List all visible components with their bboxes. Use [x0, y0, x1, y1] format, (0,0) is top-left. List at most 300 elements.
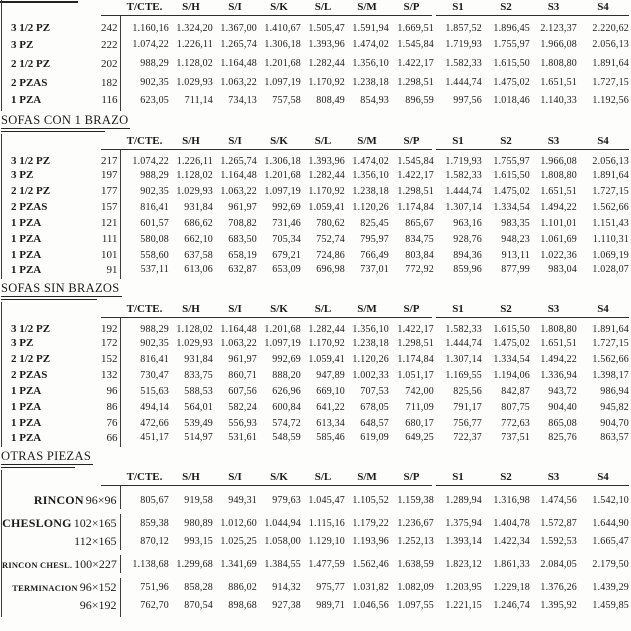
column-header: S1	[452, 471, 464, 483]
price-cell: 1.192,56	[592, 94, 629, 106]
price-cell: 585,46	[316, 432, 345, 443]
price-cell: 870,54	[184, 599, 213, 611]
header-spacer	[2, 470, 120, 486]
price-cell: 1.727,15	[592, 185, 629, 197]
price-cell: 1.097,55	[397, 599, 434, 611]
column-header: S/H	[182, 471, 200, 483]
price-cell: 757,58	[272, 94, 301, 106]
price-cell: 1.298,51	[397, 337, 434, 349]
price-cell: 1.545,84	[397, 155, 434, 167]
table-row	[2, 16, 629, 35]
row-label: 3 PZ	[11, 38, 34, 51]
price-cell: 1.494,22	[540, 201, 577, 213]
column-header: S/M	[357, 135, 377, 147]
price-cell: 1.505,47	[308, 22, 345, 34]
table-row	[2, 231, 629, 247]
price-cell: 1.097,19	[264, 77, 301, 88]
row-label: 3 1/2 PZ	[11, 155, 51, 167]
price-cell: 1.444,74	[445, 77, 482, 88]
row-size: 101	[101, 249, 118, 261]
price-cell: 1.031,82	[352, 581, 389, 593]
price-cell: 931,84	[184, 353, 213, 365]
price-cell: 1.891,64	[592, 169, 629, 181]
row-name: RINCON CHESL.	[2, 560, 73, 570]
price-cell: 1.101,01	[540, 217, 577, 229]
price-cell: 734,13	[228, 94, 257, 106]
price-cell: 1.164,48	[220, 58, 257, 69]
column-header: S/L	[314, 303, 332, 315]
column-header: S/P	[403, 471, 420, 483]
price-cell: 1.367,00	[220, 22, 257, 34]
price-table-sofas-con-1-brazo	[1, 134, 631, 279]
row-size: 192	[101, 323, 118, 335]
price-cell: 1.045,47	[308, 494, 345, 506]
header-spacer	[2, 302, 120, 318]
price-cell: 943,72	[548, 385, 577, 397]
price-cell: 680,17	[405, 417, 434, 429]
price-cell: 626,96	[272, 385, 301, 397]
row-dimension: 102×165	[73, 516, 117, 530]
header-rule-right	[436, 149, 629, 150]
price-cell: 945,82	[600, 401, 629, 413]
price-cell: 1.334,54	[493, 201, 530, 213]
price-cell: 1.299,68	[176, 558, 213, 570]
price-cell: 858,28	[184, 581, 213, 593]
column-header-row	[2, 134, 629, 150]
price-table	[2, 134, 629, 279]
price-cell: 1.028,07	[592, 264, 629, 275]
price-cell: 1.966,08	[540, 39, 577, 50]
price-cell: 531,61	[228, 432, 257, 443]
price-cell: 1.029,93	[176, 185, 213, 197]
row-label-cell	[2, 555, 120, 573]
price-cell: 696,98	[316, 264, 345, 275]
price-cell: 2.220,62	[592, 22, 629, 34]
price-cell: 1.151,43	[592, 217, 629, 229]
price-cell: 1.074,22	[120, 150, 169, 167]
price-cell: 894,36	[453, 249, 482, 261]
column-header: S/P	[403, 1, 420, 13]
column-header: T/CTE.	[126, 135, 163, 147]
column-header: S/P	[403, 303, 420, 315]
row-label: 2 PZAS	[11, 369, 48, 381]
price-cell: 1.475,02	[493, 185, 530, 197]
price-cell: 1.651,51	[540, 77, 577, 88]
price-cell: 637,58	[184, 249, 213, 261]
row-label-cell	[2, 486, 120, 509]
price-cell: 961,97	[228, 201, 257, 213]
price-cell: 600,84	[272, 401, 301, 413]
price-cell: 961,97	[228, 353, 257, 365]
column-header: S/M	[357, 471, 377, 483]
section-title-underline	[1, 128, 130, 129]
price-cell: 722,37	[453, 432, 482, 443]
price-cell: 678,05	[360, 401, 389, 413]
price-cell: 574,72	[272, 417, 301, 429]
column-header: S/I	[228, 1, 242, 13]
header-spacer	[2, 134, 120, 150]
price-cell: 1.265,74	[220, 39, 257, 50]
price-cell: 580,08	[120, 231, 169, 247]
price-cell: 1.727,15	[592, 77, 629, 88]
price-cell: 705,34	[272, 233, 301, 245]
price-cell: 975,77	[316, 581, 345, 593]
price-cell: 1.160,16	[120, 16, 169, 35]
price-cell: 1.474,02	[352, 39, 389, 50]
row-size: 197	[101, 169, 118, 181]
row-dimension: 96×96	[85, 493, 117, 507]
price-cell: 1.201,68	[264, 169, 301, 181]
price-cell: 919,58	[184, 494, 213, 506]
price-cell: 859,38	[120, 514, 169, 532]
column-header: S3	[547, 135, 560, 147]
row-size: 96	[106, 385, 118, 397]
row-label: 3 PZ	[11, 337, 34, 349]
row-size: 182	[101, 76, 118, 89]
price-cell: 1.105,52	[352, 494, 389, 506]
price-cell: 992,69	[272, 353, 301, 365]
table-row	[2, 351, 629, 367]
price-cell: 751,96	[120, 578, 169, 596]
price-cell: 983,35	[501, 217, 530, 229]
price-cell: 648,57	[360, 417, 389, 429]
price-cell: 619,09	[360, 432, 389, 443]
price-cell: 947,89	[316, 369, 345, 381]
price-cell: 724,86	[316, 249, 345, 261]
price-cell: 564,01	[184, 401, 213, 413]
price-cell: 986,94	[600, 385, 629, 397]
price-cell: 1.069,19	[592, 249, 629, 261]
price-cell: 772,63	[501, 417, 530, 429]
table-row	[2, 532, 629, 550]
table-row	[2, 215, 629, 231]
row-label: 1 PZA	[11, 263, 42, 276]
price-cell: 1.063,22	[220, 337, 257, 349]
price-cell: 904,40	[548, 401, 577, 413]
price-cell: 1.128,02	[176, 323, 213, 335]
header-rule-right	[436, 317, 629, 318]
price-cell: 1.059,41	[308, 201, 345, 213]
column-header: S/L	[314, 135, 332, 147]
price-cell: 1.298,51	[397, 77, 434, 88]
price-cell: 2.056,13	[592, 39, 629, 50]
column-header-row	[2, 470, 629, 486]
column-header: T/CTE.	[126, 471, 163, 483]
price-cell: 1.169,55	[445, 369, 482, 381]
price-cell: 1.298,51	[397, 185, 434, 197]
price-cell: 1.074,22	[120, 35, 169, 54]
price-cell: 711,09	[405, 401, 434, 413]
price-cell: 1.282,44	[308, 58, 345, 69]
price-cell: 582,24	[228, 401, 257, 413]
row-label-cell	[2, 514, 120, 532]
section-title-underline	[1, 464, 93, 465]
row-size: 202	[101, 57, 118, 70]
price-cell: 1.252,13	[397, 535, 434, 547]
price-cell: 1.097,19	[264, 185, 301, 197]
column-header: S/K	[270, 1, 288, 13]
section-title-text: OTRAS PIEZAS	[1, 449, 92, 463]
row-size: 116	[101, 94, 118, 106]
price-cell: 1.665,47	[592, 535, 629, 547]
price-cell: 737,01	[360, 264, 389, 275]
price-cell: 805,67	[120, 486, 169, 509]
section-title	[0, 281, 122, 300]
section-title	[0, 113, 130, 132]
price-cell: 451,17	[120, 431, 169, 447]
price-cell: 1.896,45	[493, 22, 530, 34]
price-cell: 756,77	[453, 417, 482, 429]
price-cell: 1.808,80	[540, 58, 577, 69]
price-cell: 992,69	[272, 201, 301, 213]
price-cell: 2.179,50	[592, 558, 629, 570]
column-header: S/H	[182, 1, 200, 13]
price-cell: 1.306,18	[264, 39, 301, 50]
price-cell: 1.307,14	[445, 353, 482, 365]
price-cell: 1.422,17	[397, 169, 434, 181]
price-cell: 1.236,67	[397, 517, 434, 529]
header-rule-left	[101, 149, 432, 150]
column-header: S/L	[314, 471, 332, 483]
price-cell: 1.891,64	[592, 323, 629, 335]
price-cell: 780,62	[316, 217, 345, 229]
row-dimension: 100×227	[74, 557, 117, 571]
price-cell: 649,25	[405, 432, 434, 443]
header-rule-left	[101, 317, 432, 318]
price-cell: 1.582,33	[445, 323, 482, 335]
price-cell: 1.029,93	[176, 337, 213, 349]
price-cell: 2.056,13	[592, 155, 629, 167]
row-label: 2 1/2 PZ	[11, 185, 51, 197]
column-header: S/H	[182, 303, 200, 315]
column-header: S2	[500, 135, 512, 147]
price-cell: 653,09	[272, 264, 301, 275]
price-cell: 1.393,96	[308, 39, 345, 50]
price-cell: 1.439,29	[592, 581, 629, 593]
price-cell: 679,21	[272, 249, 301, 261]
price-cell: 472,66	[120, 415, 169, 431]
price-cell: 1.203,95	[445, 581, 482, 593]
price-cell: 613,34	[316, 417, 345, 429]
column-header: T/CTE.	[126, 1, 163, 13]
table-row	[2, 431, 629, 447]
price-cell: 1.238,18	[352, 185, 389, 197]
price-cell: 1.128,02	[176, 169, 213, 181]
price-cell: 1.238,18	[352, 77, 389, 88]
price-cell: 1.046,56	[352, 599, 389, 611]
table-row	[2, 318, 629, 335]
price-cell: 993,15	[184, 535, 213, 547]
row-label: 2 1/2 PZ	[11, 57, 51, 70]
price-cell: 1.857,52	[445, 22, 482, 34]
price-cell: 1.174,84	[397, 353, 434, 365]
price-cell: 825,56	[453, 385, 482, 397]
price-cell: 877,99	[501, 264, 530, 275]
column-header: S3	[547, 471, 560, 483]
price-cell: 558,60	[120, 247, 169, 263]
price-cell: 1.615,50	[493, 169, 530, 181]
row-size: 66	[106, 431, 118, 444]
price-cell: 1.719,93	[445, 39, 482, 50]
price-cell: 1.164,48	[220, 323, 257, 335]
price-cell: 1.755,97	[493, 39, 530, 50]
price-cell: 1.115,16	[308, 517, 345, 529]
price-cell: 556,93	[228, 417, 257, 429]
price-cell: 949,31	[228, 494, 257, 506]
price-cell: 1.644,90	[592, 517, 629, 529]
price-cell: 1.542,10	[592, 494, 629, 506]
price-cell: 1.474,02	[352, 155, 389, 167]
row-label: 1 PZA	[11, 431, 42, 444]
row-size: 86	[106, 401, 118, 413]
price-cell: 1.174,84	[397, 201, 434, 213]
table-row	[2, 35, 629, 54]
price-cell: 860,71	[228, 369, 257, 381]
price-cell: 737,51	[501, 432, 530, 443]
price-cell: 807,75	[501, 401, 530, 413]
price-cell: 1.562,46	[352, 558, 389, 570]
price-cell: 1.179,22	[352, 517, 389, 529]
header-rule-right	[436, 485, 629, 486]
price-cell: 928,76	[453, 233, 482, 245]
price-cell: 1.615,50	[493, 58, 530, 69]
column-header-row	[2, 302, 629, 318]
price-cell: 870,12	[120, 532, 169, 550]
price-cell: 752,74	[316, 233, 345, 245]
column-header: S/K	[270, 135, 288, 147]
header-spacer	[2, 0, 120, 16]
price-cell: 997,56	[453, 94, 482, 106]
price-cell: 623,05	[120, 92, 169, 111]
price-cell: 1.475,02	[493, 337, 530, 349]
price-cell: 803,84	[405, 249, 434, 261]
row-size: 152	[101, 353, 118, 365]
price-cell: 1.058,00	[264, 535, 301, 547]
price-cell: 833,75	[184, 369, 213, 381]
column-header: S3	[547, 303, 560, 315]
price-cell: 1.582,33	[445, 169, 482, 181]
price-cell: 1.475,02	[493, 77, 530, 88]
price-cell: 1.226,11	[176, 39, 213, 50]
table-row	[2, 199, 629, 215]
table-row	[2, 150, 629, 167]
price-cell: 1.341,69	[220, 558, 257, 570]
price-cell: 931,84	[184, 201, 213, 213]
section-title-text: SOFAS CON 1 BRAZO	[1, 113, 129, 127]
price-cell: 913,11	[501, 249, 530, 261]
price-cell: 989,71	[316, 599, 345, 611]
price-cell: 1.029,93	[176, 77, 213, 88]
price-table-sofas-sin-brazos	[1, 302, 631, 447]
column-header: S3	[547, 1, 560, 13]
price-cell: 1.444,74	[445, 337, 482, 349]
price-cell: 1.097,19	[264, 337, 301, 349]
price-cell: 1.356,10	[352, 58, 389, 69]
row-label: 2 PZAS	[11, 201, 48, 213]
price-cell: 1.444,74	[445, 185, 482, 197]
row-label: 1 PZA	[11, 217, 42, 229]
price-cell: 1.129,10	[308, 535, 345, 547]
price-cell: 886,02	[228, 581, 257, 593]
price-cell: 607,56	[228, 385, 257, 397]
price-cell: 1.170,92	[308, 185, 345, 197]
table-row	[2, 263, 629, 279]
column-header: S4	[597, 471, 609, 483]
column-header: S4	[597, 1, 609, 13]
row-label-cell	[2, 578, 120, 596]
price-cell: 766,49	[360, 249, 389, 261]
price-cell: 902,35	[120, 183, 169, 199]
price-cell: 1.755,97	[493, 155, 530, 167]
price-cell: 1.051,17	[397, 369, 434, 381]
price-cell: 1.170,92	[308, 77, 345, 88]
row-label: 2 PZAS	[11, 76, 48, 89]
price-cell: 988,29	[120, 167, 169, 183]
price-cell: 904,70	[600, 417, 629, 429]
section-title-underline-2	[1, 131, 105, 132]
header-rule-left	[101, 15, 432, 16]
table-row	[2, 415, 629, 431]
price-cell: 863,57	[600, 432, 629, 443]
price-cell: 1.025,25	[220, 535, 257, 547]
price-cell: 948,23	[501, 233, 530, 245]
price-cell: 1.226,11	[176, 155, 213, 167]
price-table-sofas-top	[1, 0, 631, 111]
price-cell: 1.120,26	[352, 201, 389, 213]
row-label: 3 PZ	[11, 169, 34, 181]
price-cell: 1.651,51	[540, 185, 577, 197]
column-header: S/L	[314, 1, 332, 13]
column-header: S/M	[357, 1, 377, 13]
price-cell: 1.229,18	[493, 581, 530, 593]
price-cell: 865,67	[405, 217, 434, 229]
price-cell: 1.562,66	[592, 353, 629, 365]
price-cell: 1.140,33	[540, 94, 577, 106]
price-cell: 1.282,44	[308, 323, 345, 335]
price-cell: 730,47	[120, 367, 169, 383]
column-header: S/M	[357, 303, 377, 315]
table-row	[2, 167, 629, 183]
price-cell: 1.265,74	[220, 155, 257, 167]
column-header: S4	[597, 135, 609, 147]
price-cell: 641,22	[316, 401, 345, 413]
column-header: S/I	[228, 303, 242, 315]
price-cell: 1.562,66	[592, 201, 629, 213]
column-header: S/H	[182, 135, 200, 147]
price-cell: 1.376,26	[540, 581, 577, 593]
column-header: S/P	[403, 135, 420, 147]
price-cell: 898,68	[228, 599, 257, 611]
column-header: S/I	[228, 471, 242, 483]
table-row	[2, 399, 629, 415]
price-cell: 1.375,94	[445, 517, 482, 529]
row-dimension: 112×165	[74, 534, 117, 548]
price-cell: 683,50	[228, 233, 257, 245]
price-cell: 762,70	[120, 596, 169, 617]
row-size: 177	[101, 185, 118, 197]
row-size: 121	[101, 217, 118, 229]
column-header: S1	[452, 303, 464, 315]
price-table	[2, 470, 629, 617]
price-cell: 825,76	[548, 432, 577, 443]
price-cell: 825,45	[360, 217, 389, 229]
row-label-cell	[2, 532, 120, 550]
price-cell: 808,49	[316, 94, 345, 106]
price-cell: 742,00	[405, 385, 434, 397]
price-cell: 963,16	[453, 217, 482, 229]
row-size: 91	[106, 263, 118, 276]
price-cell: 859,96	[453, 264, 482, 275]
